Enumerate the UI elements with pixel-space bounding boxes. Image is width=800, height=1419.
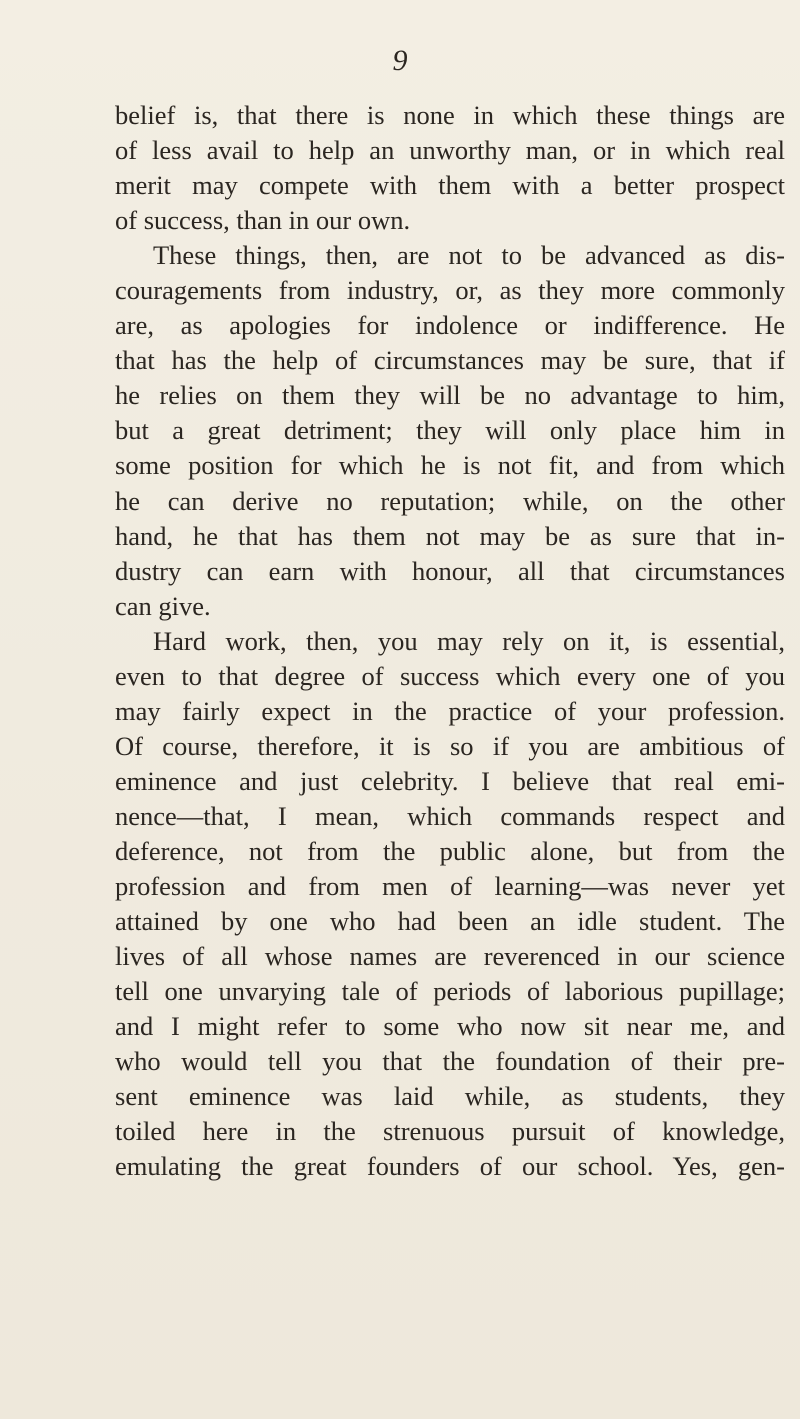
- text-line: of less avail to help an unworthy man, or in which real: [115, 135, 785, 166]
- text-line: even to that degree of success which every one of you: [115, 660, 785, 691]
- text-line: tell one unvarying tale of periods of laborious pupillage;: [115, 976, 785, 1007]
- text-line: who would tell you that the foundation of their pre-: [115, 1046, 785, 1077]
- text-line: emulating the great founders of our school. Yes, gen-: [115, 1151, 785, 1182]
- text-line: profession and from men of learning—was never yet: [115, 871, 785, 902]
- body-text: [115, 98, 785, 1184]
- text-line: sent eminence was laid while, as students, they: [115, 1081, 785, 1112]
- text-line: nence—that, I mean, which commands respect and: [115, 800, 785, 831]
- text-line: belief is, that there is none in which these things are: [115, 100, 785, 130]
- text-line: he can derive no reputation; while, on the other: [115, 485, 785, 516]
- text-line: that has the help of circumstances may be sure, that if: [115, 345, 785, 376]
- text-line: couragements from industry, or, as they more commonly: [115, 275, 785, 306]
- text-line: These things, then, are not to be advanced as dis-: [153, 240, 785, 271]
- text-line: some position for which he is not fit, and from which: [115, 450, 785, 481]
- text-line: and I might refer to some who now sit near me, and: [115, 1011, 785, 1042]
- text-line: merit may compete with them with a better prospect: [115, 170, 785, 201]
- page-number: 9: [392, 44, 408, 77]
- text-line: Hard work, then, you may rely on it, is essential,: [153, 625, 785, 656]
- text-line: lives of all whose names are reverenced in our science: [115, 941, 785, 972]
- text-line: hand, he that has them not may be as sure that in-: [115, 520, 785, 551]
- text-line: are, as apologies for indolence or indifference. He: [115, 310, 785, 341]
- text-line: eminence and just celebrity. I believe that real emi-: [115, 765, 785, 796]
- text-line: toiled here in the strenuous pursuit of knowledge,: [115, 1116, 785, 1147]
- text-line: can give.: [115, 590, 211, 621]
- text-line: may fairly expect in the practice of your profession.: [115, 695, 785, 726]
- text-line: dustry can earn with honour, all that circumstances: [115, 555, 785, 586]
- text-line: but a great detriment; they will only place him in: [115, 415, 785, 446]
- text-line: of success, than in our own.: [115, 205, 411, 236]
- text-line: Of course, therefore, it is so if you are ambitious of: [115, 730, 785, 761]
- text-line: deference, not from the public alone, but from the: [115, 835, 785, 866]
- text-line: he relies on them they will be no advantage to him,: [115, 380, 785, 411]
- text-line: attained by one who had been an idle student. The: [115, 906, 785, 937]
